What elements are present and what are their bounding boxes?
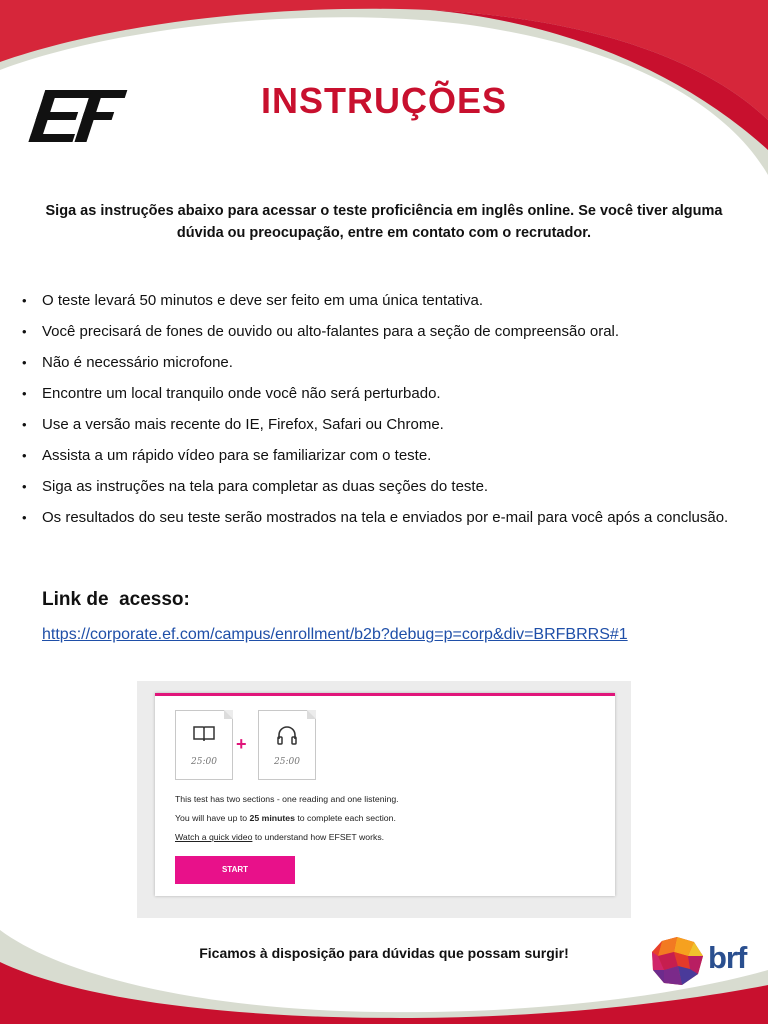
list-item: • O teste levará 50 minutos e deve ser feito em uma única tentativa.: [22, 285, 742, 316]
time-description: [175, 813, 396, 823]
list-item: • Não é necessário microfone.: [22, 347, 742, 378]
list-item: • Assista a um rápido vídeo para se familiarizar com o teste.: [22, 440, 742, 471]
list-item: • Encontre um local tranquilo onde você não será perturbado.: [22, 378, 742, 409]
intro-text: Siga as instruções abaixo para acessar o teste proficiência em inglês online. Se você tiver alguma dúvida ou preocupação, entre em contato com o recrutador.: [45, 203, 723, 241]
video-description: [175, 832, 384, 842]
time-description-pre: You will have up to: [175, 813, 250, 823]
access-link[interactable]: https://corporate.ef.com/campus/enrollment/b2b?debug=p=corp&div=BRFBRRS#1: [42, 626, 628, 643]
time-description-bold: 25 minutes: [249, 813, 295, 823]
list-item: • Você precisará de fones de ouvido ou alto-falantes para a seção de compreensão oral.: [22, 316, 742, 347]
brf-logo-text: brf: [708, 940, 747, 975]
page-title: INSTRUÇÕES: [260, 80, 508, 121]
time-description-post: to complete each section.: [294, 813, 396, 823]
list-item: • Siga as instruções na tela para completar as duas seções do teste.: [22, 471, 742, 502]
listening-time: 25:00: [274, 757, 300, 767]
video-description-post: to understand how EFSET works.: [252, 832, 385, 842]
reading-section-tile: [175, 710, 233, 780]
brf-logo-mark: [650, 936, 704, 986]
instructions-list: [22, 285, 742, 533]
access-link-label: Link de acesso:: [42, 589, 190, 610]
book-icon: [176, 725, 232, 748]
plus-icon: +: [236, 734, 247, 754]
headphones-icon: [259, 725, 315, 750]
listening-section-tile: [258, 710, 316, 780]
reading-time: 25:00: [191, 757, 217, 767]
watch-video-link[interactable]: Watch a quick video: [175, 832, 253, 842]
list-item: • Use a versão mais recente do IE, Firefox, Safari ou Chrome.: [22, 409, 742, 440]
sections-description: This test has two sections - one reading and one listening.: [175, 794, 399, 804]
test-preview-card: [155, 693, 615, 896]
footer-text: Ficamos à disposição para dúvidas que possam surgir!: [199, 945, 569, 961]
list-item: • Os resultados do seu teste serão mostrados na tela e enviados por e-mail para você após a conclusão.: [22, 502, 742, 533]
start-button[interactable]: START: [175, 856, 295, 884]
